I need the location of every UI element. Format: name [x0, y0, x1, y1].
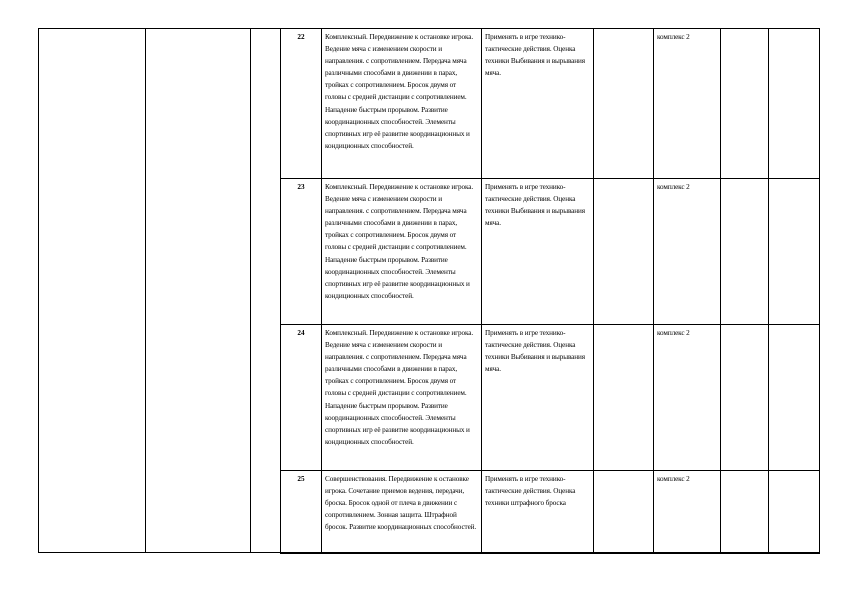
- section-cell: [146, 29, 251, 553]
- empty-cell: [594, 325, 654, 471]
- empty-cell: [721, 29, 769, 179]
- lesson-homework: комплекс 2: [654, 179, 721, 325]
- empty-cell: [594, 179, 654, 325]
- lesson-number: 23: [281, 179, 322, 325]
- section-cell: [251, 29, 281, 553]
- lesson-topic: Комплексный. Передвижение к остановке игрока. Ведение мяча с изменением скорости и направления. с сопротивлением. Передача мяча различными способами в движении в парах, тройках с сопротивлением. Бросок двумя от головы с средней дистанции с сопротивлением. Нападение быстрым прорывом. Развитие координационных способностей. Элементы спортивных игр её развитие координационных и кондиционных способностей.: [322, 29, 482, 179]
- empty-cell: [769, 471, 820, 553]
- empty-cell: [721, 325, 769, 471]
- lesson-activity: Применять в игре технико-тактические действия. Оценка техники Выбивания и вырывания мяча.: [482, 325, 594, 471]
- lesson-homework: комплекс 2: [654, 471, 721, 553]
- lesson-number: 24: [281, 325, 322, 471]
- lesson-number: 22: [281, 29, 322, 179]
- lesson-topic: Комплексный. Передвижение к остановке игрока. Ведение мяча с изменением скорости и направления. с сопротивлением. Передача мяча различными способами в движении в парах, тройках с сопротивлением. Бросок двумя от головы с средней дистанции с сопротивлением. Нападение быстрым прорывом. Развитие координационных способностей. Элементы спортивных игр её развитие координационных и кондиционных способностей.: [322, 179, 482, 325]
- lesson-topic: Совершенствования. Передвижение к остановке игрока. Сочетание приемов ведения, передачи, броска. Бросок одной от плеча в движении с сопротивлением. Зонная защита. Штрафной бросок. Развитие координационных способностей.: [322, 471, 482, 553]
- lesson-activity: Применять в игре технико-тактические действия. Оценка техники Выбивания и вырывания мяча.: [482, 29, 594, 179]
- lesson-activity: Применять в игре технико-тактические действия. Оценка техники Выбивания и вырывания мяча.: [482, 179, 594, 325]
- lesson-homework: комплекс 2: [654, 29, 721, 179]
- lesson-homework: комплекс 2: [654, 325, 721, 471]
- table-row: [39, 29, 820, 179]
- empty-cell: [594, 29, 654, 179]
- lesson-plan-table: [38, 28, 820, 554]
- empty-cell: [769, 325, 820, 471]
- empty-cell: [769, 29, 820, 179]
- section-cell: [39, 29, 146, 553]
- empty-cell: [769, 179, 820, 325]
- lesson-activity: Применять в игре технико-тактические действия. Оценка техники штрафного броска: [482, 471, 594, 553]
- lesson-number: 25: [281, 471, 322, 553]
- empty-cell: [721, 471, 769, 553]
- lesson-topic: Комплексный. Передвижение к остановке игрока. Ведение мяча с изменением скорости и направления. с сопротивлением. Передача мяча различными способами в движении в парах, тройках с сопротивлением. Бросок двумя от головы с средней дистанции с сопротивлением. Нападение быстрым прорывом. Развитие координационных способностей. Элементы спортивных игр её развитие координационных и кондиционных способностей.: [322, 325, 482, 471]
- empty-cell: [721, 179, 769, 325]
- empty-cell: [594, 471, 654, 553]
